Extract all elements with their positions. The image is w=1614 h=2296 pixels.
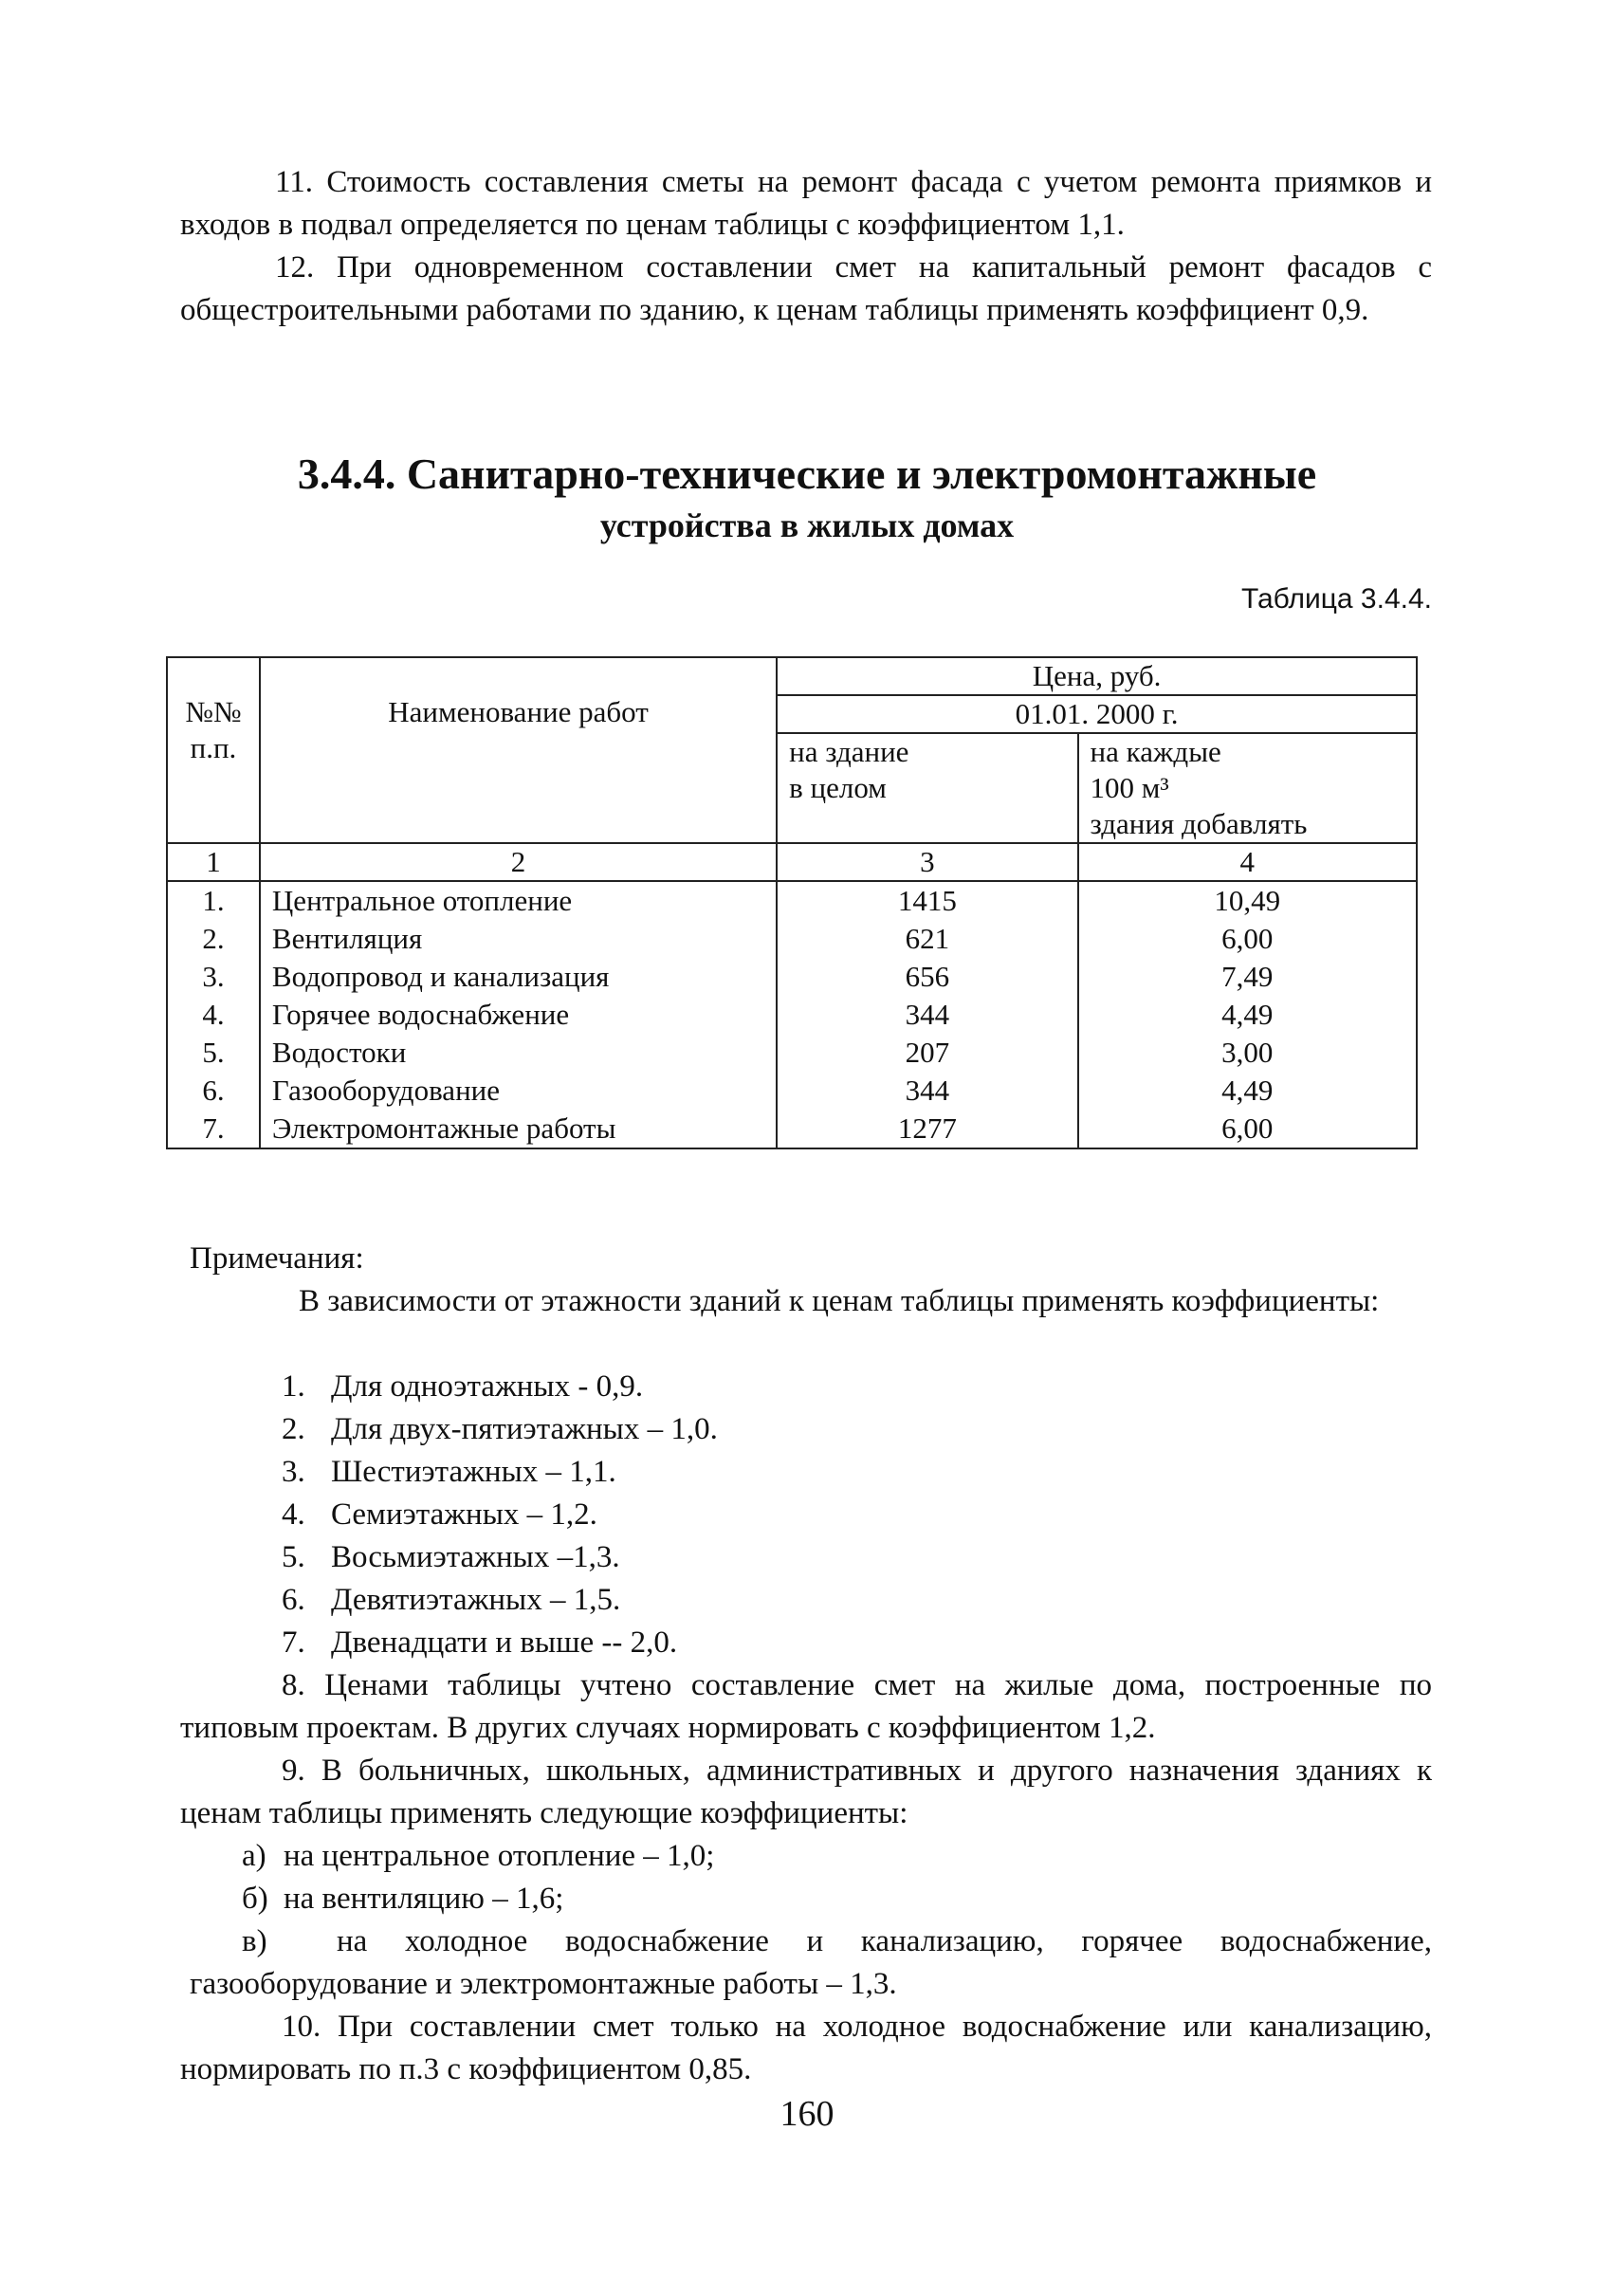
row-work-name: Водопровод и канализация [260,958,777,996]
col-number-4: 4 [1078,843,1417,881]
header-whole-line2: в целом [789,771,887,804]
table-row [167,920,1417,958]
note-10-text: 10. При составлении смет только на холодное водоснабжение или канализацию, нормировать по п.3 с коэффициентом 0,85. [180,2010,1432,2086]
row-number: 6. [167,1072,260,1110]
row-number: 3. [167,958,260,996]
list-item [282,1622,718,1664]
row-work-name: Центральное отопление [260,881,777,920]
section-title: 3.4.4. Санитарно-технические и электромонтажные [297,450,1317,498]
sub-item-text: на холодное водоснабжение и канализацию, горячее водоснабжение, газооборудование и электромонтажные работы – 1,3. [190,1924,1432,2001]
list-item [282,1579,718,1622]
list-item-number: 3. [282,1455,305,1489]
col-number-3: 3 [777,843,1077,881]
table-row [167,881,1417,920]
list-item [282,1366,718,1408]
list-item-text: Девятиэтажных – 1,5. [331,1583,621,1617]
row-work-name: Электромонтажные работы [260,1110,777,1148]
header-number: №№ п.п. [167,657,260,843]
note-10 [180,2006,1432,2091]
row-price-per100: 6,00 [1078,1110,1417,1148]
header-per-100m3 [1078,733,1417,843]
note-9 [180,1750,1432,1835]
header-whole-building [777,733,1077,843]
list-item [282,1494,718,1536]
sub-item-marker: а) [242,1839,266,1873]
sub-item-marker: в) [242,1924,267,1958]
list-item-number: 6. [282,1583,305,1617]
table-row [167,1072,1417,1110]
list-item-number: 4. [282,1497,305,1532]
row-work-name: Горячее водоснабжение [260,996,777,1034]
list-item [282,1536,718,1579]
sub-item-text: на вентиляцию – 1,6; [284,1882,564,1916]
sub-item-marker: б) [242,1882,268,1916]
header-date: 01.01. 2000 г. [777,695,1417,733]
paragraph-11 [180,161,1432,247]
row-price-whole: 1415 [777,881,1077,920]
row-price-per100: 10,49 [1078,881,1417,920]
table-row [167,996,1417,1034]
list-item [242,1878,714,1920]
row-number: 7. [167,1110,260,1148]
row-number: 2. [167,920,260,958]
row-price-whole: 344 [777,1072,1077,1110]
list-item [242,1835,714,1878]
row-price-whole: 344 [777,996,1077,1034]
table-row [167,958,1417,996]
row-work-name: Газооборудование [260,1072,777,1110]
paragraph-12-text: 12. При одновременном составлении смет на капитальный ремонт фасадов с общестроительными работами по зданию, к ценам таблицы применять коэффициент 0,9. [180,250,1432,327]
list-item-text: Двенадцати и выше -- 2,0. [331,1626,678,1660]
floor-coefficient-list [282,1366,718,1664]
list-item [282,1408,718,1451]
list-item-text: Для одноэтажных - 0,9. [331,1369,644,1404]
row-price-per100: 7,49 [1078,958,1417,996]
row-price-per100: 4,49 [1078,1072,1417,1110]
row-price-per100: 4,49 [1078,996,1417,1034]
price-table [166,656,1418,1149]
list-item-text: Восьмиэтажных –1,3. [331,1540,620,1574]
table-row [167,1110,1417,1148]
header-per-line1: на каждые [1090,735,1221,768]
row-work-name: Водостоки [260,1034,777,1072]
list-item-text: Шестиэтажных – 1,1. [331,1455,616,1489]
paragraph-12 [180,247,1432,332]
list-item-number: 2. [282,1412,305,1446]
row-number: 4. [167,996,260,1034]
header-per-line2: 100 м³ [1090,771,1169,804]
note-8-text: 8. Ценами таблицы учтено составление смет на жилые дома, построенные по типовым проектам. В других случаях нормировать с коэффициентом 1,2. [180,1668,1432,1745]
header-per-line3: здания добавлять [1090,807,1308,840]
row-number: 5. [167,1034,260,1072]
col-number-1: 1 [167,843,260,881]
row-price-whole: 207 [777,1034,1077,1072]
row-work-name: Вентиляция [260,920,777,958]
notes-intro [190,1280,1432,1323]
page-number: 160 [779,2094,835,2134]
sub-item-text: на центральное отопление – 1,0; [284,1839,715,1873]
list-item-text: Для двух-пятиэтажных – 1,0. [331,1412,718,1446]
row-price-whole: 621 [777,920,1077,958]
list-item-text: Семиэтажных – 1,2. [331,1497,597,1532]
notes-title: Примечания: [190,1241,364,1276]
col-number-2: 2 [260,843,777,881]
table-caption: Таблица 3.4.4. [1240,583,1432,615]
header-work-name: Наименование работ [260,657,777,843]
note-8 [180,1664,1432,1750]
section-subtitle: устройства в жилых домах [599,506,1015,544]
row-number: 1. [167,881,260,920]
note-9-text: 9. В больничных, школьных, административных и другого назначения зданиях к ценам таблицы применять следующие коэффициенты: [180,1754,1432,1830]
notes-intro-text: В зависимости от этажности зданий к ценам таблицы применять коэффициенты: [299,1284,1380,1318]
list-item-number: 7. [282,1626,305,1660]
header-whole-line1: на здание [789,735,909,768]
row-price-per100: 3,00 [1078,1034,1417,1072]
row-price-per100: 6,00 [1078,920,1417,958]
note-9-sub-c [190,1920,1432,2006]
list-item-number: 1. [282,1369,305,1404]
list-item [282,1451,718,1494]
header-price: Цена, руб. [777,657,1417,695]
row-price-whole: 1277 [777,1110,1077,1148]
note-9-sublist [242,1835,714,1920]
paragraph-11-text: 11. Стоимость составления сметы на ремонт фасада с учетом ремонта приямков и входов в подвал определяется по ценам таблицы с коэффициентом 1,1. [180,165,1432,242]
row-price-whole: 656 [777,958,1077,996]
list-item-number: 5. [282,1540,305,1574]
table-row [167,1034,1417,1072]
